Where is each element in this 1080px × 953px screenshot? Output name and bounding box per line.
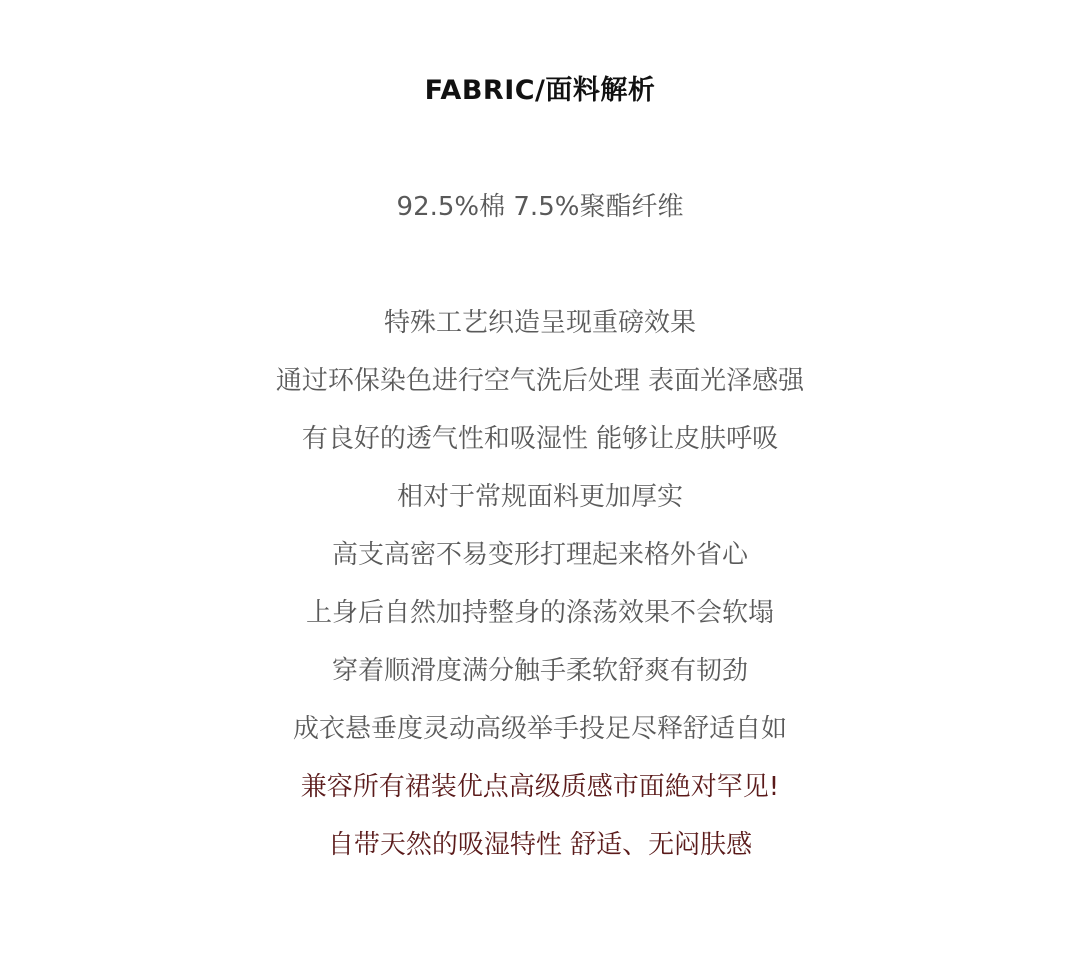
highlight-line: 自带天然的吸湿特性 舒适、无闷肤感 — [327, 830, 753, 860]
fabric-composition: 92.5%棉 7.5%聚酯纤维 — [396, 192, 684, 222]
feature-list — [0, 304, 1080, 884]
feature-line: 相对于常规面料更加厚实 — [396, 482, 683, 512]
feature-line: 穿着顺滑度满分触手柔软舒爽有韧劲 — [331, 656, 748, 686]
feature-line: 上身后自然加持整身的涤荡效果不会软塌 — [305, 598, 774, 628]
feature-line: 成衣悬垂度灵动高级举手投足尽释舒适自如 — [292, 714, 787, 744]
feature-line: 高支高密不易变形打理起来格外省心 — [331, 540, 748, 570]
feature-line: 有良好的透气性和吸湿性 能够让皮肤呼吸 — [301, 424, 779, 454]
highlight-line: 兼容所有裙装优点高级质感市面絶对罕见! — [300, 772, 780, 802]
feature-line: 特殊工艺织造呈现重磅效果 — [383, 308, 696, 338]
section-heading: FABRIC/面料解析 — [424, 75, 656, 106]
feature-line: 通过环保染色进行空气洗后处理 表面光泽感强 — [275, 366, 805, 396]
